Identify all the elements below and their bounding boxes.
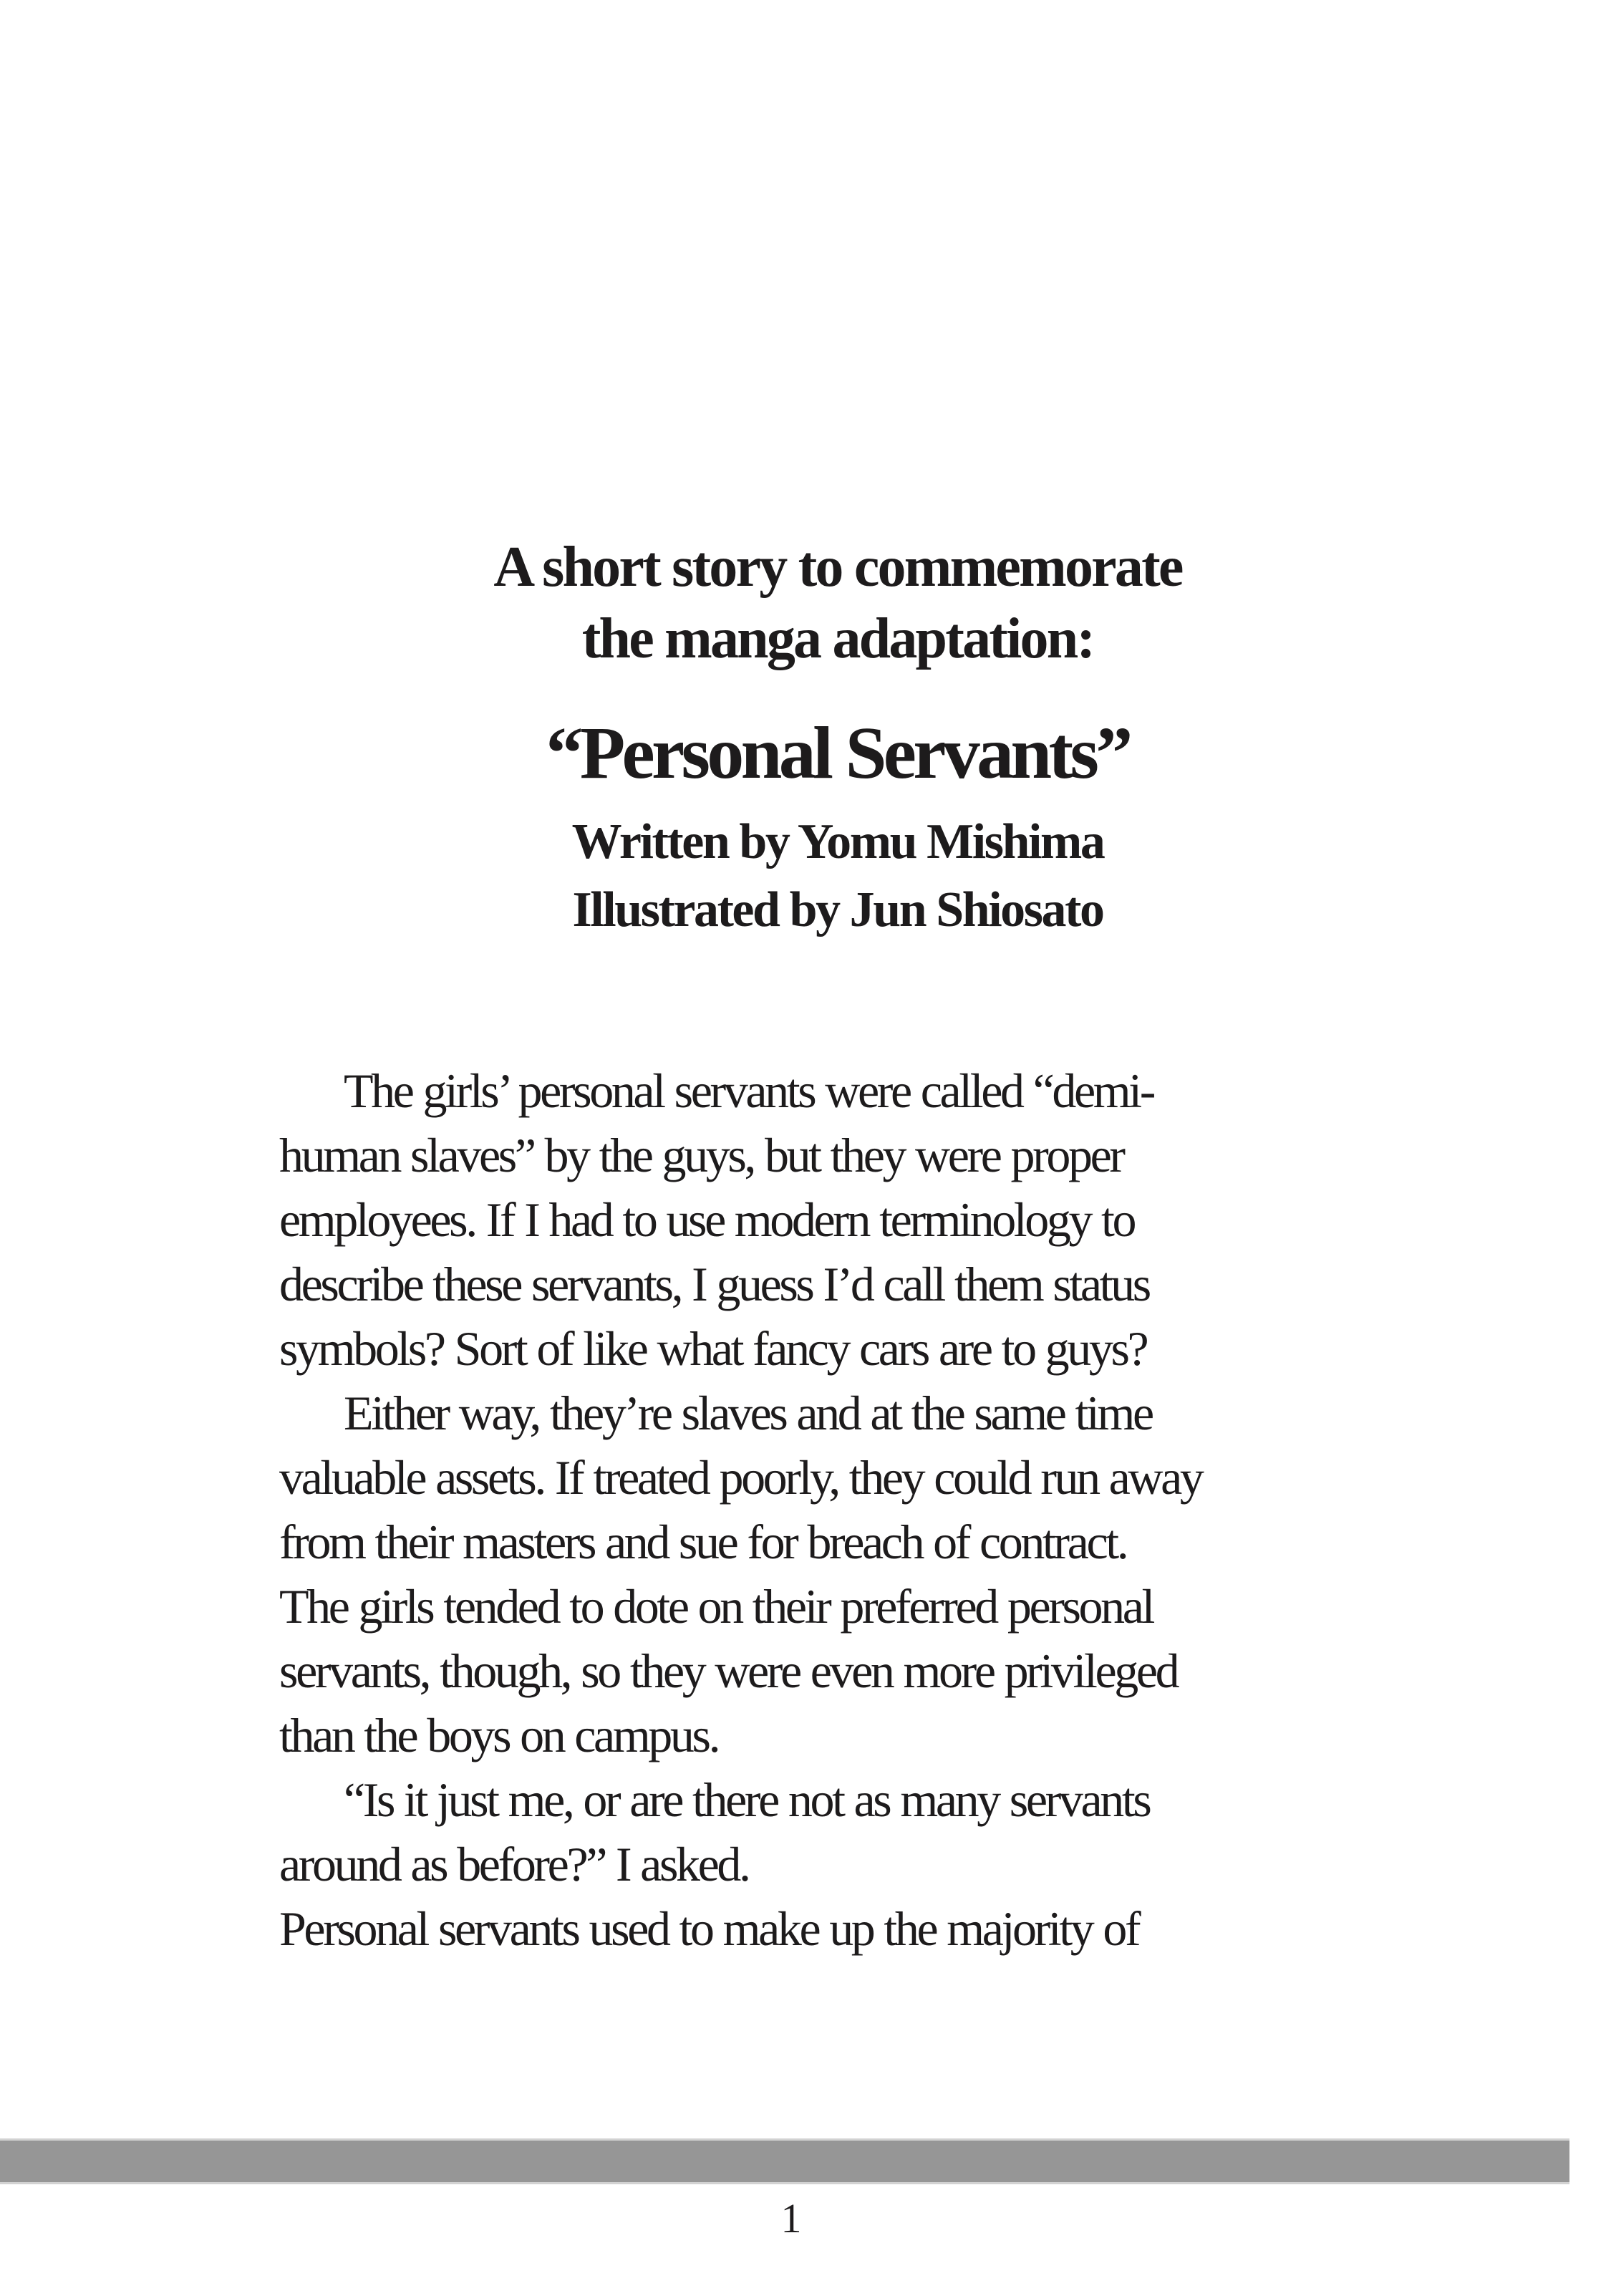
body-line: employees. If I had to use modern terminology to	[279, 1192, 1135, 1247]
body-line: describe these servants, I guess I’d call them status	[279, 1257, 1149, 1311]
body-line: servants, though, so they were even more privileged	[279, 1644, 1178, 1698]
body-line: symbols? Sort of like what fancy cars are to guys?	[279, 1321, 1147, 1376]
story-title: “Personal Servants”	[546, 712, 1130, 794]
body-line: The girls’ personal servants were called “demi-	[344, 1063, 1153, 1118]
body-line: around as before?” I asked.	[279, 1837, 749, 1891]
body-line: human slaves” by the guys, but they were proper	[279, 1128, 1123, 1182]
body-line: Either way, they’re slaves and at the same time	[344, 1386, 1152, 1440]
story-body-text	[279, 1058, 1396, 1961]
footer-divider-bar	[0, 2138, 1569, 2184]
page-number: 1	[780, 2195, 802, 2242]
body-line: than the boys on campus.	[279, 1708, 719, 1762]
body-line: “Is it just me, or are there not as many servants	[344, 1772, 1150, 1827]
body-line: The girls tended to dote on their preferred personal	[279, 1579, 1153, 1634]
heading-line-1: A short story to commemorate	[493, 536, 1182, 599]
body-line: Personal servants used to make up the majority of	[279, 1901, 1139, 1956]
story-heading	[279, 531, 1396, 675]
body-line: valuable assets. If treated poorly, they could run away	[279, 1450, 1202, 1505]
byline-illustrator: Illustrated by Jun Shiosato	[572, 882, 1103, 937]
body-line: from their masters and sue for breach of contract.	[279, 1515, 1127, 1569]
heading-line-2: the manga adaptation:	[581, 607, 1094, 670]
byline	[279, 808, 1396, 944]
byline-writer: Written by Yomu Mishima	[571, 814, 1104, 869]
